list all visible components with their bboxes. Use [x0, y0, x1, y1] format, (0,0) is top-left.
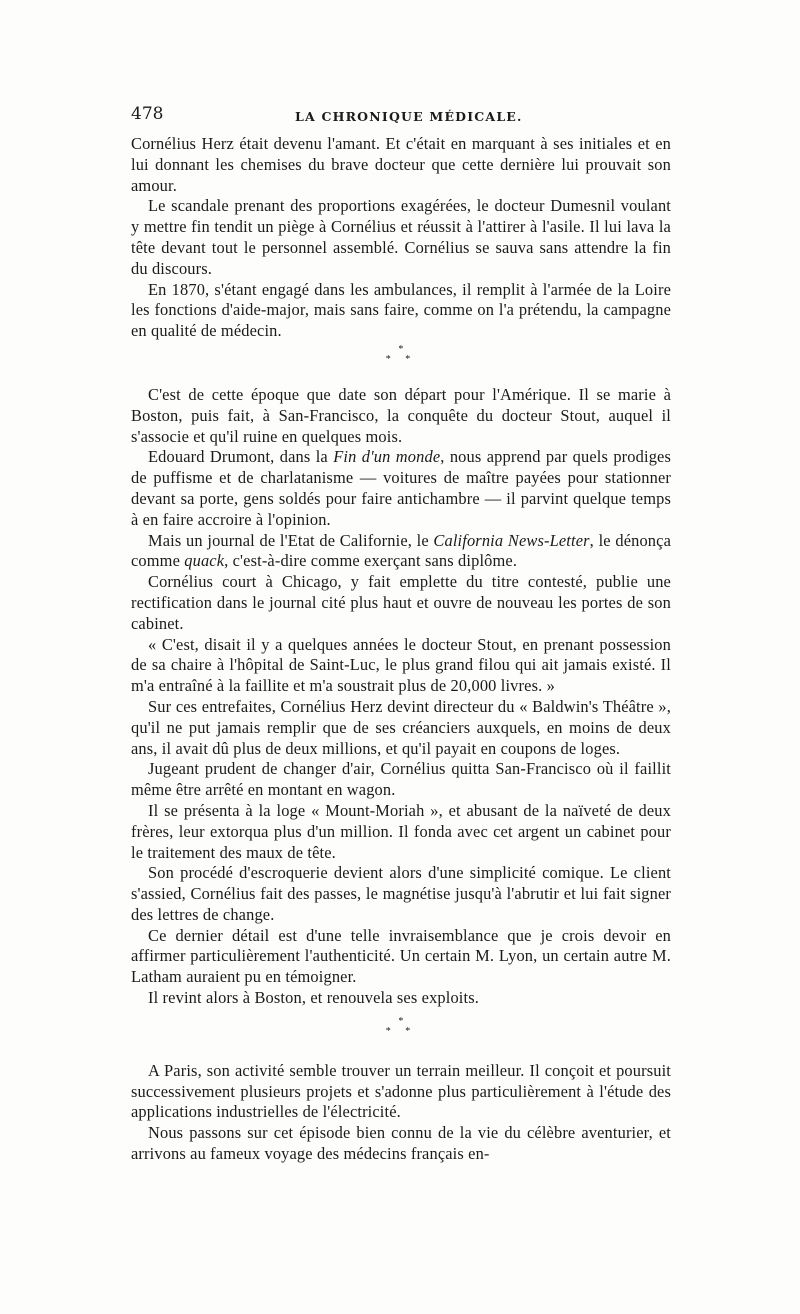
section-break-asterism: [131, 345, 671, 365]
asterism-bottom: * *: [385, 1025, 417, 1037]
paragraph: Ce dernier détail est d'une telle invraisemblance que je crois devoir en affirmer particulièrement l'authenticité. Un certain M. Lyon, un certain autre M. Latham auraient pu en témoigner.: [131, 925, 671, 987]
section-break-asterism: [131, 1017, 671, 1037]
term-quack: quack: [184, 551, 225, 571]
text-run: , le dénonça comme: [131, 530, 672, 571]
paragraph: [131, 531, 671, 573]
paragraph: Il se présenta à la loge « Mount-Moriah », et abusant de la naïveté de deux frères, leur extorqua plus d'un million. Il fonda avec cet argent un cabinet pour le traitement des maux de tête.: [131, 800, 671, 862]
journal-title: LA CHRONIQUE MÉDICALE.: [295, 109, 523, 124]
paragraph: Cornélius court à Chicago, y fait emplette du titre contesté, publie une rectification dans le journal cité plus haut et ouvre de nouveau les portes de son cabinet.: [131, 572, 671, 633]
article-body: [131, 134, 671, 1165]
paragraph: Il revint alors à Boston, et renouvela ses exploits.: [148, 988, 479, 1008]
book-title: Fin d'un monde: [333, 447, 441, 467]
asterism-bottom: * *: [385, 353, 417, 365]
asterism-top: *: [398, 1015, 404, 1027]
quotation-paragraph: « C'est, disait il y a quelques années le docteur Stout, en prenant possession de sa chaire à l'hôpital de Saint-Luc, le plus grand filou qui ait jamais existé. Il m'a entraîné à la faillite et m'a soustrait plus de 20,000 livres. »: [131, 634, 671, 696]
paragraph: [131, 447, 671, 530]
paragraph: En 1870, s'étant engagé dans les ambulances, il remplit à l'armée de la Loire les fonctions d'aide-major, mais sans faire, comme on l'a prétendu, la campagne en qualité de médecin.: [131, 279, 671, 341]
paragraph: Jugeant prudent de changer d'air, Cornélius quitta San-Francisco où il faillit même être arrêté en montant en wagon.: [131, 759, 671, 800]
page-number: 478: [131, 104, 164, 124]
text-run: Mais un journal de l'Etat de Californie, le: [148, 530, 434, 550]
paragraph: A Paris, son activité semble trouver un terrain meilleur. Il conçoit et poursuit successivement plusieurs projets et s'adonne plus particulièrement à l'étude des applications industrielles de l'électricité.: [131, 1060, 671, 1122]
paragraph: Son procédé d'escroquerie devient alors d'une simplicité comique. Le client s'assied, Cornélius fait des passes, le magnétise jusqu'à l'abrutir et lui fait signer des lettres de change.: [131, 863, 671, 924]
text-run: Edouard Drumont, dans la: [148, 447, 334, 467]
paragraph: C'est de cette époque que date son départ pour l'Amérique. Il se marie à Boston, puis fait, à San-Francisco, la conquête du docteur Stout, auquel il s'associe et qu'il ruine en quelques mois.: [131, 384, 671, 446]
running-head: [131, 100, 671, 130]
newspaper-title: California News-Letter: [433, 530, 590, 550]
paragraph: Le scandale prenant des proportions exagérées, le docteur Dumesnil voulant y mettre fin tendit un piège à Cornélius et réussit à l'attirer à l'asile. Il lui lava la tête devant tout le personnel assemblé. Cornélius se sauva sans attendre la fin du discours.: [131, 196, 671, 278]
text-run: , c'est-à-dire comme exerçant sans diplôme.: [224, 551, 518, 571]
page: [131, 100, 671, 1165]
text-run: , nous apprend par quels prodiges de puffisme et de charlatanisme — voitures de maître payées pour stationner devant sa porte, gens soldés pour faire antichambre — il parvint quelque temps à en faire accroire à l'opinion.: [131, 447, 671, 529]
paragraph: Sur ces entrefaites, Cornélius Herz devint directeur du « Baldwin's Théâtre », qu'il ne put jamais remplir que de ses créanciers auxquels, en moins de deux ans, il avait dû plus de deux millions, et qu'il payait en coupons de loges.: [131, 696, 671, 758]
paragraph: Nous passons sur cet épisode bien connu de la vie du célèbre aventurier, et arrivons au fameux voyage des médecins français en-: [131, 1123, 671, 1164]
paragraph: Cornélius Herz était devenu l'amant. Et c'était en marquant à ses initiales et en lui donnant les chemises du brave docteur que cette dernière lui prouvait son amour.: [131, 134, 671, 195]
asterism-top: *: [398, 343, 404, 355]
